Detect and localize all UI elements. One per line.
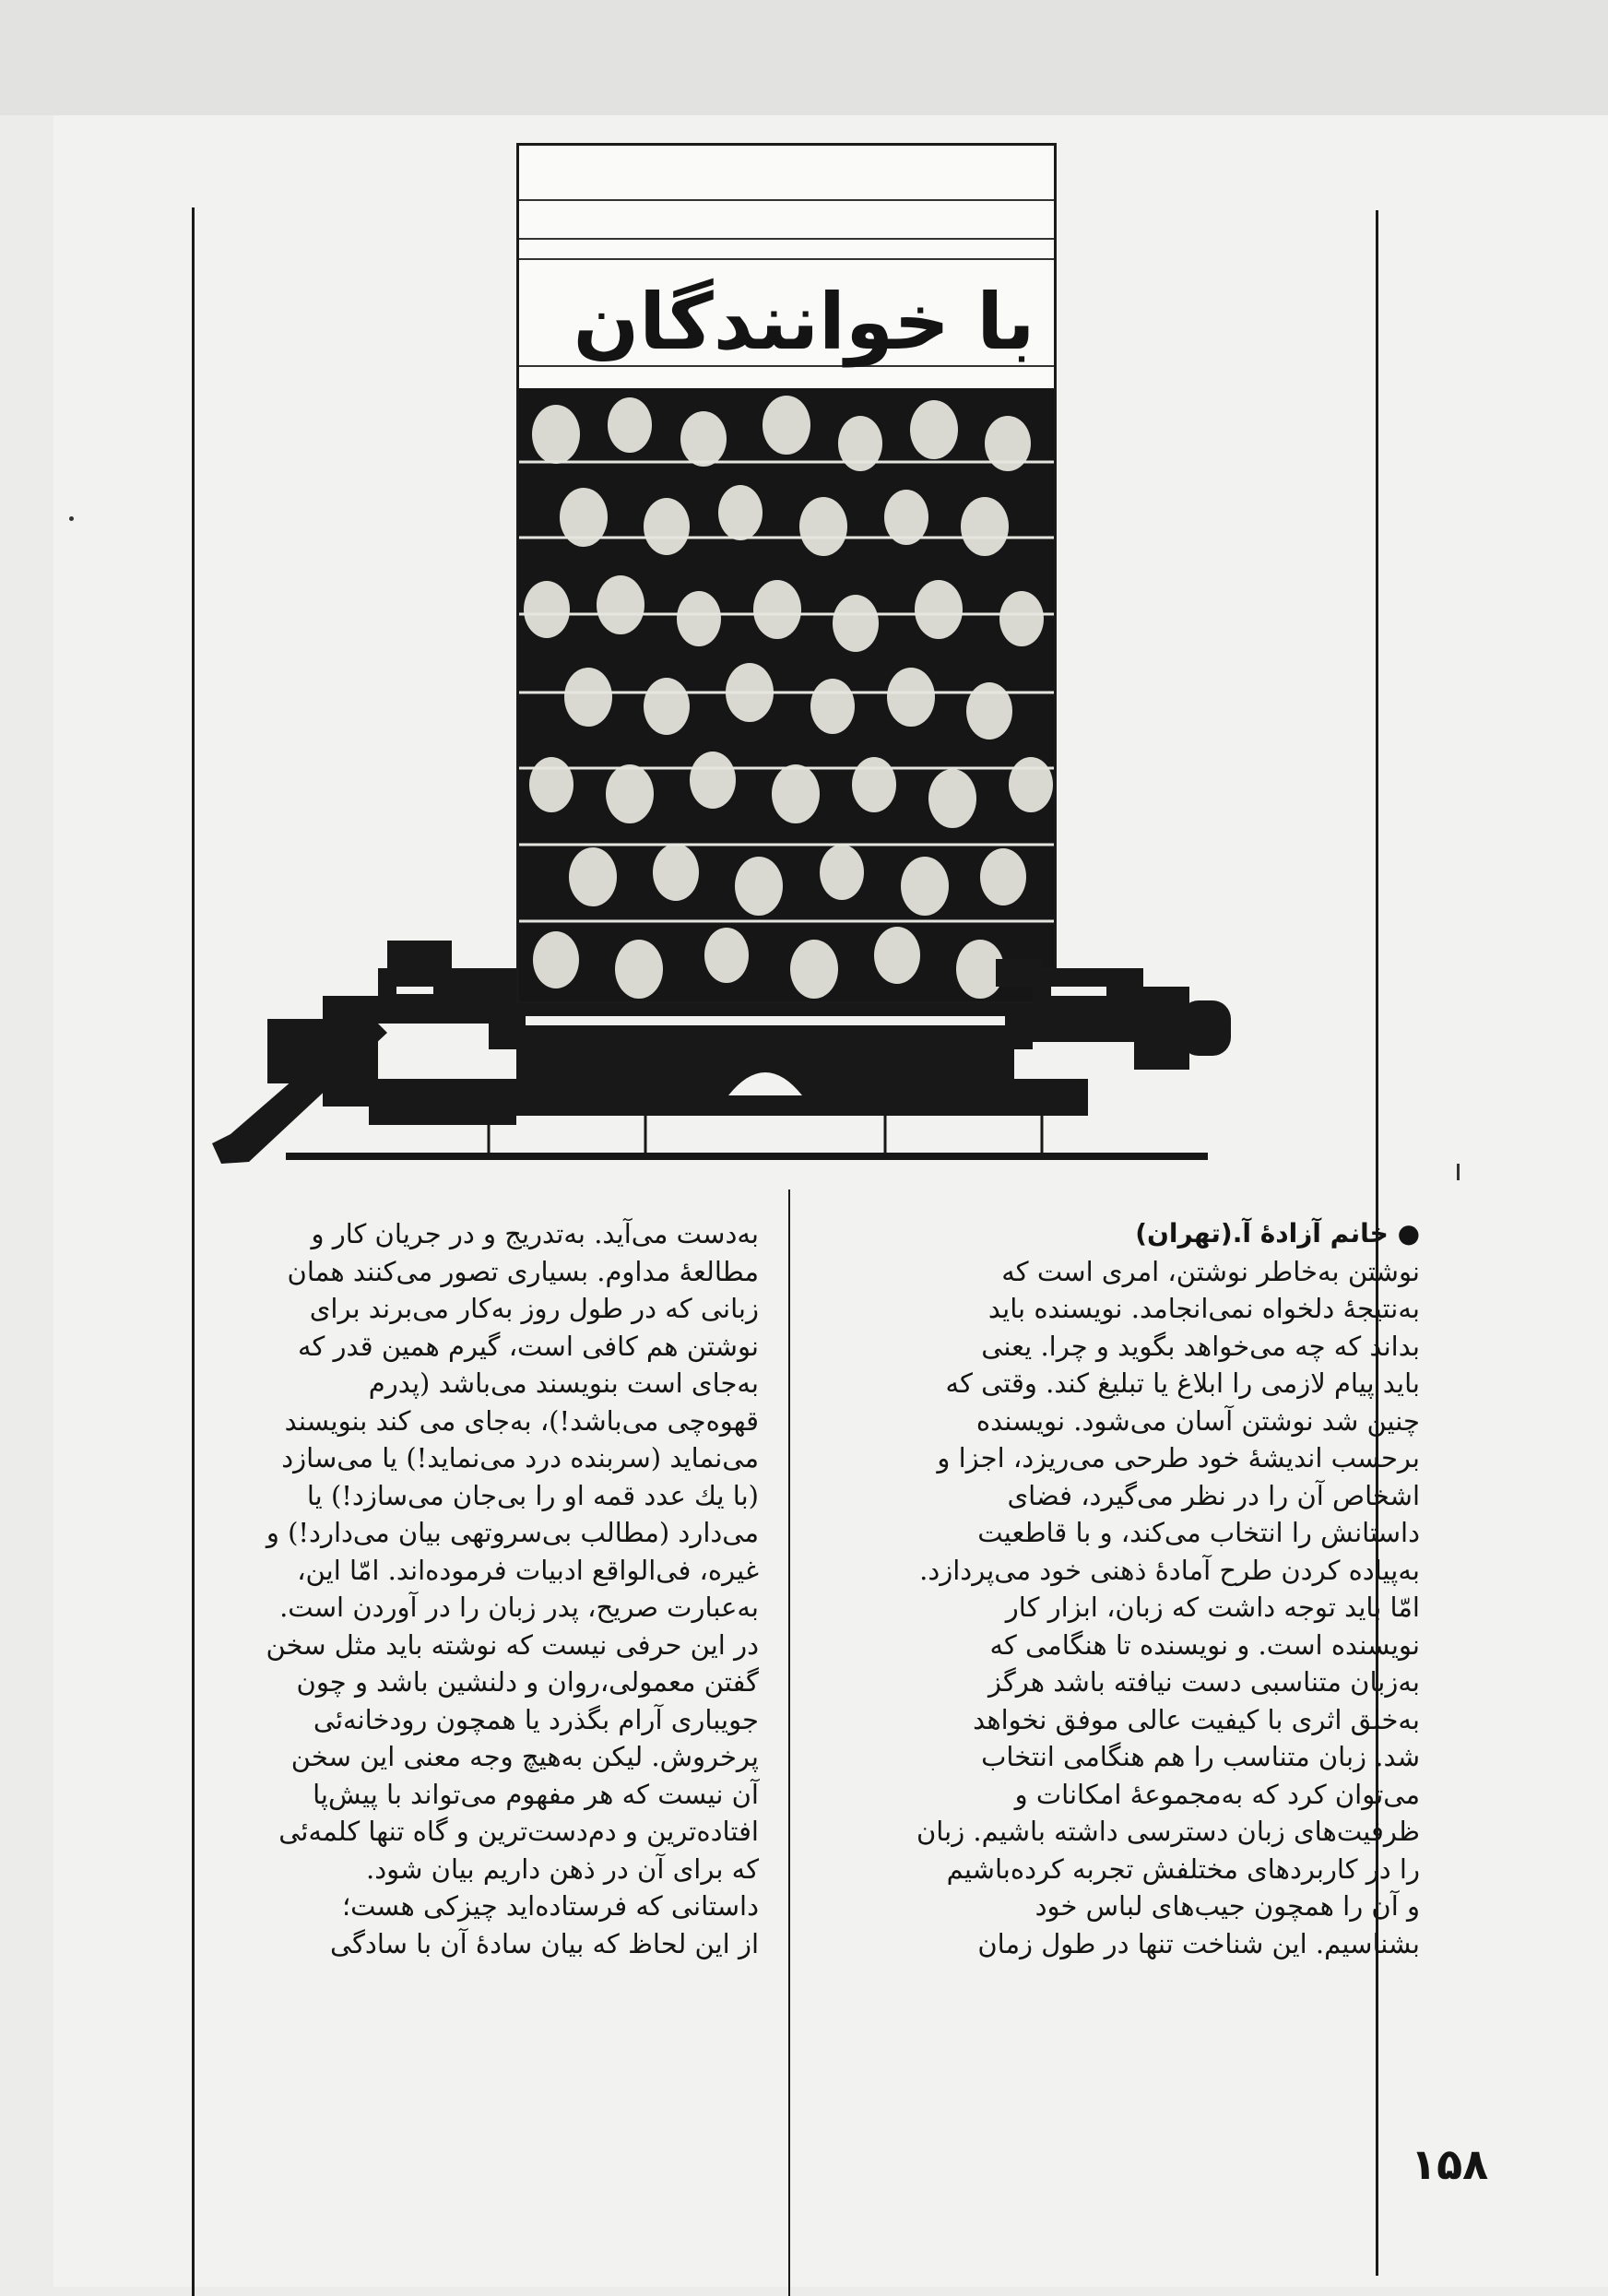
left-frame-line bbox=[192, 207, 195, 2296]
text-line: به‌زبان متناسبی دست نیافته باشد هرگز bbox=[987, 1666, 1420, 1698]
text-line: باید پیام لازمی را ابلاغ یا تبلیغ کند. وقتی که bbox=[945, 1367, 1420, 1399]
text-line: (با یك عدد قمه او را بی‌جان می‌سازد!) یا bbox=[306, 1479, 759, 1511]
typewriter-illustration bbox=[212, 802, 1245, 1171]
text-line: ظرفیت‌های زبان دسترسی داشته باشیم. زبان bbox=[916, 1816, 1420, 1847]
text-line: به‌جای است بنویسند می‌باشد (پدرم bbox=[368, 1367, 759, 1399]
text-line: را در کاربردهای مختلفش تجربه کرده‌باشیم bbox=[946, 1852, 1420, 1885]
scan-tick bbox=[1457, 1164, 1460, 1180]
text-line: غیره، فی‌الواقع ادبیات فرموده‌اند. امّا این، bbox=[297, 1554, 759, 1586]
text-line: از این لحاظ که بیان سادهٔ آن با سادگی bbox=[329, 1927, 759, 1959]
text-line: به‌خلق اثری با کیفیت عالی موفق نخواهد bbox=[973, 1703, 1420, 1735]
text-line: مطالعهٔ مداوم. بسیاری تصور می‌کنند همان bbox=[287, 1255, 759, 1287]
typewriter-icon bbox=[212, 802, 1245, 1171]
text-line: می‌دارد (مطالب بی‌سروتهی بیان می‌دارد!) و bbox=[266, 1517, 759, 1548]
text-line: بشناسیم. این شناخت تنها در طول زمان bbox=[977, 1927, 1420, 1959]
page-number: ۱۵۸ bbox=[1411, 2139, 1489, 2189]
text-line: داستانش را انتخاب می‌کند، و با قاطعیت bbox=[977, 1517, 1420, 1548]
text-line: امّا باید توجه داشت که زبان، ابزار کار bbox=[1005, 1592, 1420, 1623]
letter-heading: ● خانم آزادهٔ آ.(تهران) bbox=[1135, 1218, 1420, 1249]
text-line: و آن را همچون جیب‌های لباس خود bbox=[1035, 1890, 1420, 1922]
text-line: آن نیست که هر مفهوم می‌تواند با پیش‌پا bbox=[313, 1778, 759, 1810]
scan-dot bbox=[69, 516, 74, 521]
text-line: داستانی که فرستاده‌اید چیزکی هست؛ bbox=[341, 1890, 759, 1922]
text-line: به‌پیاده کردن طرح آمادهٔ ذهنی خود می‌پردازد. bbox=[919, 1554, 1420, 1586]
text-line: نوشتن هم کافی است، گیرم همین قدر که bbox=[297, 1330, 759, 1362]
text-line: شد. زبان متناسب را هم هنگامی انتخاب bbox=[981, 1741, 1420, 1772]
column-divider bbox=[788, 1189, 790, 2296]
right-text-column bbox=[828, 1215, 1420, 1962]
left-text-column bbox=[229, 1215, 759, 1962]
text-line: برحسب اندیشهٔ خود طرحی می‌ریزد، اجزا و bbox=[937, 1442, 1420, 1473]
text-line: اشخاص آن را در نظر می‌گیرد، فضای bbox=[1007, 1479, 1420, 1511]
text-line: پرخروش. لیکن به‌هیچ وجه معنی این سخن bbox=[290, 1741, 759, 1772]
text-line: به‌عبارت صریح، پدر زبان را در آوردن است. bbox=[279, 1592, 759, 1623]
text-line: گفتن معمولی،روان و دلنشین باشد و چون bbox=[296, 1666, 759, 1698]
text-line: قهوه‌چی می‌باشد!)، به‌جای می کند بنویسند bbox=[284, 1404, 759, 1437]
page-title: با خوانندگان bbox=[573, 277, 1035, 367]
text-line: می‌نماید (سربنده درد می‌نماید!) یا می‌سازد bbox=[281, 1442, 759, 1473]
scan-top-margin bbox=[0, 0, 1608, 115]
text-line: بداند که چه می‌خواهد بگوید و چرا. یعنی bbox=[981, 1330, 1420, 1362]
text-line: به‌دست می‌آید. به‌تدریج و در جریان کار و bbox=[311, 1218, 759, 1249]
text-line: زبانی که در طول روز به‌کار می‌برند برای bbox=[309, 1293, 759, 1324]
text-line: جویباری آرام بگذرد یا همچون رودخانه‌ئی bbox=[313, 1703, 759, 1735]
text-line: نویسنده است. و نویسنده تا هنگامی که bbox=[989, 1628, 1420, 1661]
text-line: که برای آن در ذهن داریم بیان شود. bbox=[366, 1852, 759, 1885]
text-line: به‌نتیجهٔ دلخواه نمی‌انجامد. نویسنده باید bbox=[987, 1293, 1420, 1324]
text-line: در این حرفی نیست که نوشته باید مثل سخن bbox=[266, 1628, 759, 1661]
text-line: چنین شد نوشتن آسان می‌شود. نویسنده bbox=[975, 1404, 1420, 1437]
text-line: می‌توان کرد که به‌مجموعهٔ امکانات و bbox=[1014, 1778, 1420, 1810]
text-line: نوشتن به‌خاطر نوشتن، امری است که bbox=[1001, 1255, 1420, 1287]
text-line: افتاده‌ترین و دم‌دست‌ترین و گاه تنها کلمه‌ئی bbox=[278, 1816, 759, 1847]
